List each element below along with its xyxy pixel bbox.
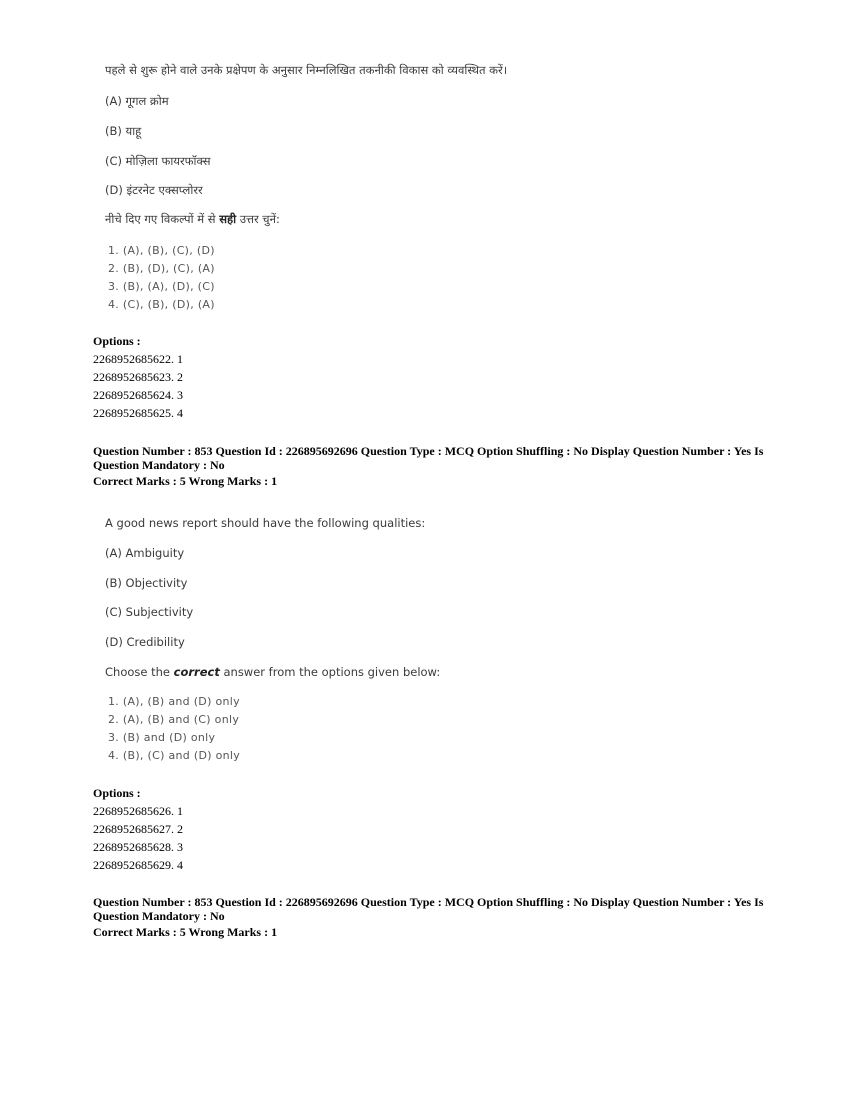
question-1-instruction-before: नीचे दिए गए विकल्पों में से	[105, 212, 220, 226]
question-2-instruction-before: Choose the	[105, 665, 174, 679]
question-meta-line-2: Question Mandatory : No	[93, 458, 225, 472]
question-meta-line-3: Correct Marks : 5 Wrong Marks : 1	[93, 474, 278, 488]
option-row: 2268952685628. 3	[93, 840, 183, 854]
options-label: Options :	[93, 334, 141, 348]
question-meta-2	[93, 895, 773, 939]
question-2-item-c: (C) Subjectivity	[105, 605, 194, 619]
question-1-answer-4: 4. (C), (B), (D), (A)	[108, 298, 215, 311]
option-row: 2268952685626. 1	[93, 804, 183, 818]
question-1-instruction	[105, 212, 280, 227]
question-2-stem: A good news report should have the following qualities:	[105, 516, 426, 530]
option-row: 2268952685629. 4	[93, 858, 183, 872]
question-meta-line-1: Question Number : 853 Question Id : 226895692696 Question Type : MCQ Option Shuffling : No Display Question Number : Yes Is	[93, 444, 764, 458]
question-meta-line-1: Question Number : 853 Question Id : 226895692696 Question Type : MCQ Option Shuffling : No Display Question Number : Yes Is	[93, 895, 764, 909]
question-1-stem: पहले से शुरू होने वाले उनके प्रक्षेपण के अनुसार निम्नलिखित तकनीकी विकास को व्यवस्थित करें।	[105, 63, 508, 77]
option-row: 2268952685625. 4	[93, 406, 183, 420]
question-1-answer-1: 1. (A), (B), (C), (D)	[108, 244, 215, 257]
question-meta-line-2: Question Mandatory : No	[93, 909, 225, 923]
question-1-instruction-bold: सही	[219, 212, 237, 226]
question-1-item-a: (A) गूगल क्रोम	[105, 94, 169, 108]
option-row: 2268952685627. 2	[93, 822, 183, 836]
options-label: Options :	[93, 786, 141, 800]
question-2-item-a: (A) Ambiguity	[105, 546, 185, 560]
option-row: 2268952685624. 3	[93, 388, 183, 402]
question-1-item-d: (D) इंटरनेट एक्सप्लोरर	[105, 183, 203, 197]
option-row: 2268952685622. 1	[93, 352, 183, 366]
question-1-item-b: (B) याहू	[105, 124, 142, 138]
question-meta-line-3: Correct Marks : 5 Wrong Marks : 1	[93, 925, 278, 939]
question-2-answer-3: 3. (B) and (D) only	[108, 731, 216, 744]
question-2-item-b: (B) Objectivity	[105, 576, 188, 590]
question-2-answer-1: 1. (A), (B) and (D) only	[108, 695, 240, 708]
question-1-instruction-after: उत्तर चुनें:	[236, 212, 280, 226]
question-2-instruction-after: answer from the options given below:	[219, 665, 441, 679]
question-2-item-d: (D) Credibility	[105, 635, 185, 649]
question-1-answer-2: 2. (B), (D), (C), (A)	[108, 262, 215, 275]
question-2-answer-4: 4. (B), (C) and (D) only	[108, 749, 241, 762]
question-1-item-c: (C) मोज़िला फायरफॉक्स	[105, 154, 211, 168]
question-2-instruction-bold: correct	[173, 665, 220, 679]
question-1-answer-3: 3. (B), (A), (D), (C)	[108, 280, 215, 293]
question-2-instruction	[105, 665, 440, 679]
question-meta-1	[93, 444, 773, 488]
question-2-answer-2: 2. (A), (B) and (C) only	[108, 713, 240, 726]
option-row: 2268952685623. 2	[93, 370, 183, 384]
